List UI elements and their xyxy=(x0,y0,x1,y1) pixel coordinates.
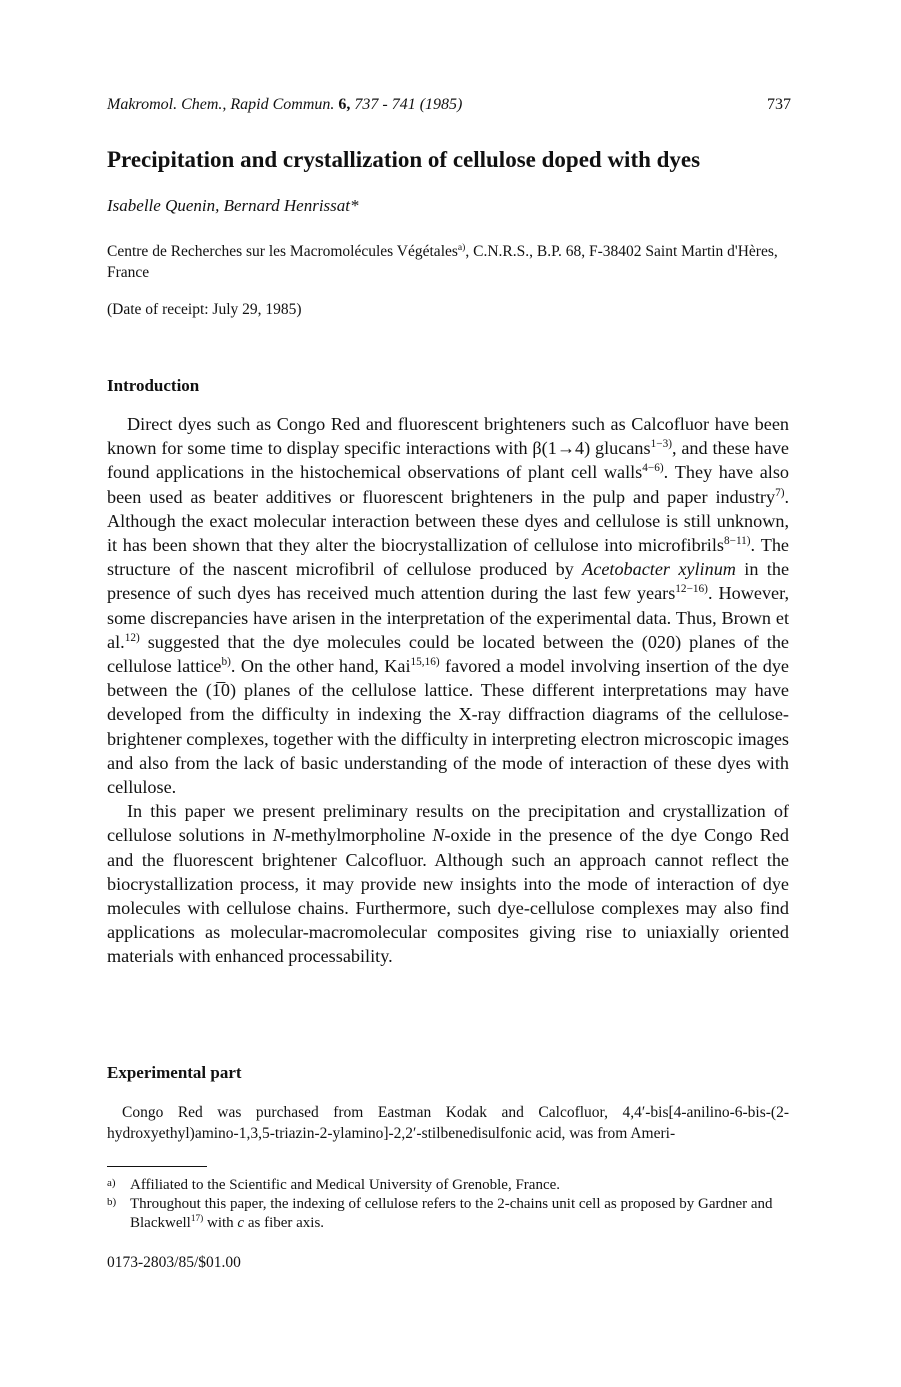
species-name: Acetobacter xylinum xyxy=(582,559,736,580)
affiliation xyxy=(107,241,789,283)
footnote-mark: a) xyxy=(107,1177,116,1189)
footnote xyxy=(107,1195,789,1233)
authors: Isabelle Quenin, Bernard Henrissat* xyxy=(107,196,359,215)
journal-volume: 6, xyxy=(338,96,351,113)
affiliation-rest: , C.N.R.S., B.P. 68, F-38402 Saint Martin d'Hères, France xyxy=(107,243,778,281)
section-heading-introduction: Introduction xyxy=(107,376,200,395)
reference-mark: 12−16) xyxy=(675,583,708,596)
footnote-mark: a) xyxy=(457,241,466,253)
paragraph: Congo Red was purchased from Eastman Kodak and Calcofluor, 4,4′-bis[4-anilino-6-bis-(2-hydroxyethyl)amino-1,3,5-triazin-2-ylamino]-2,2′-stilbenedisulfonic acid, was from Ameri- xyxy=(107,1104,789,1142)
reference-mark: 4−6) xyxy=(642,462,664,475)
journal-name: Makromol. Chem., Rapid Commun. xyxy=(107,96,335,113)
running-header xyxy=(107,96,791,114)
paragraph: In this paper we present preliminary results on the precipitation and crystallization of cellulose solutions in N-methylmorpholine N-oxide in the presence of the dye Congo Red and the fluorescent brightener Calcofluor. Although such an approach cannot reflect the biocrystallization process, it may provide new insights into the mode of interaction of dye molecules with cellulose chains. Furthermore, such dye-cellulose complexes may also find applications as molecular-macromolecular composites giving rise to uniaxially oriented materials with enhanced processability. xyxy=(107,801,789,967)
reference-mark: 12) xyxy=(124,631,140,644)
journal-pages: 737 - 741 (1985) xyxy=(354,96,463,113)
paragraph: Direct dyes such as Congo Red and fluorescent brighteners such as Calcofluor have been known for some time to display specific interactions with β(1→4) glucans$^{1-3)}$, and these have found applications in the histochemical observations of plant cell walls$^{4-6)}$. They have also been used as beater additives or fluorescent brighteners in the pulp and paper industry$^{7)}$. Although the exact molecular interaction between these dyes and cellulose is still unknown, it has been shown that they alter the biocrystallization of cellulose into microfibrils$^{8-11)}$. The structure of the nascent microfibril of cellulose produced by Acetobacter xylinum in the presence of such dyes has received much attention during the last few years$^{12-16)}$. However, some discrepancies have arisen in the interpretation of the experimental data. Thus, Brown et al.$^{12)}$ suggested that the dye molecules could be located between the (020) planes of the cellulose lattice$^{b)}$. On the other hand, Kai$^{15,16)}$ favored a model involving insertion of the dye between the (1̅0) planes of the cellulose lattice. These different interpretations may have developed from the difficulty in indexing the X-ray diffraction diagrams of the cellulose-brightener complexes, together with the difficulty in interpreting electron microscopic images and also from the lack of basic understanding of the mode of interaction of these dyes with cellulose. xyxy=(107,414,790,798)
footnotes xyxy=(107,1176,789,1233)
reference-mark: 15,16) xyxy=(410,655,440,668)
page-number: 737 xyxy=(767,96,791,113)
reference-mark: 7) xyxy=(775,486,785,499)
footnote-mark: b) xyxy=(221,655,231,668)
affiliation-text: Centre de Recherches sur les Macromolécules Végétales xyxy=(107,243,458,260)
footnote xyxy=(107,1176,789,1195)
footnote-text: Affiliated to the Scientific and Medical University of Grenoble, France. xyxy=(130,1177,561,1193)
reference-mark: 1−3) xyxy=(650,438,672,451)
footnote-mark: b) xyxy=(107,1196,117,1208)
experimental-body xyxy=(107,1102,789,1144)
reference-mark: 17) xyxy=(190,1214,204,1224)
article-code: 0173-2803/85/$01.00 xyxy=(107,1254,241,1271)
introduction-body xyxy=(107,412,789,969)
footnote-text: Throughout this paper, the indexing of cellulose refers to the 2-chains unit cell as proposed by Gardner and Blackwell$^{17)}$ with c as fiber axis. xyxy=(130,1196,773,1231)
date-of-receipt: (Date of receipt: July 29, 1985) xyxy=(107,301,302,318)
footnote-divider xyxy=(107,1166,207,1167)
section-heading-experimental: Experimental part xyxy=(107,1063,242,1082)
reference-mark: 8−11) xyxy=(723,534,751,547)
paper-title: Precipitation and crystallization of cellulose doped with dyes xyxy=(107,147,701,172)
